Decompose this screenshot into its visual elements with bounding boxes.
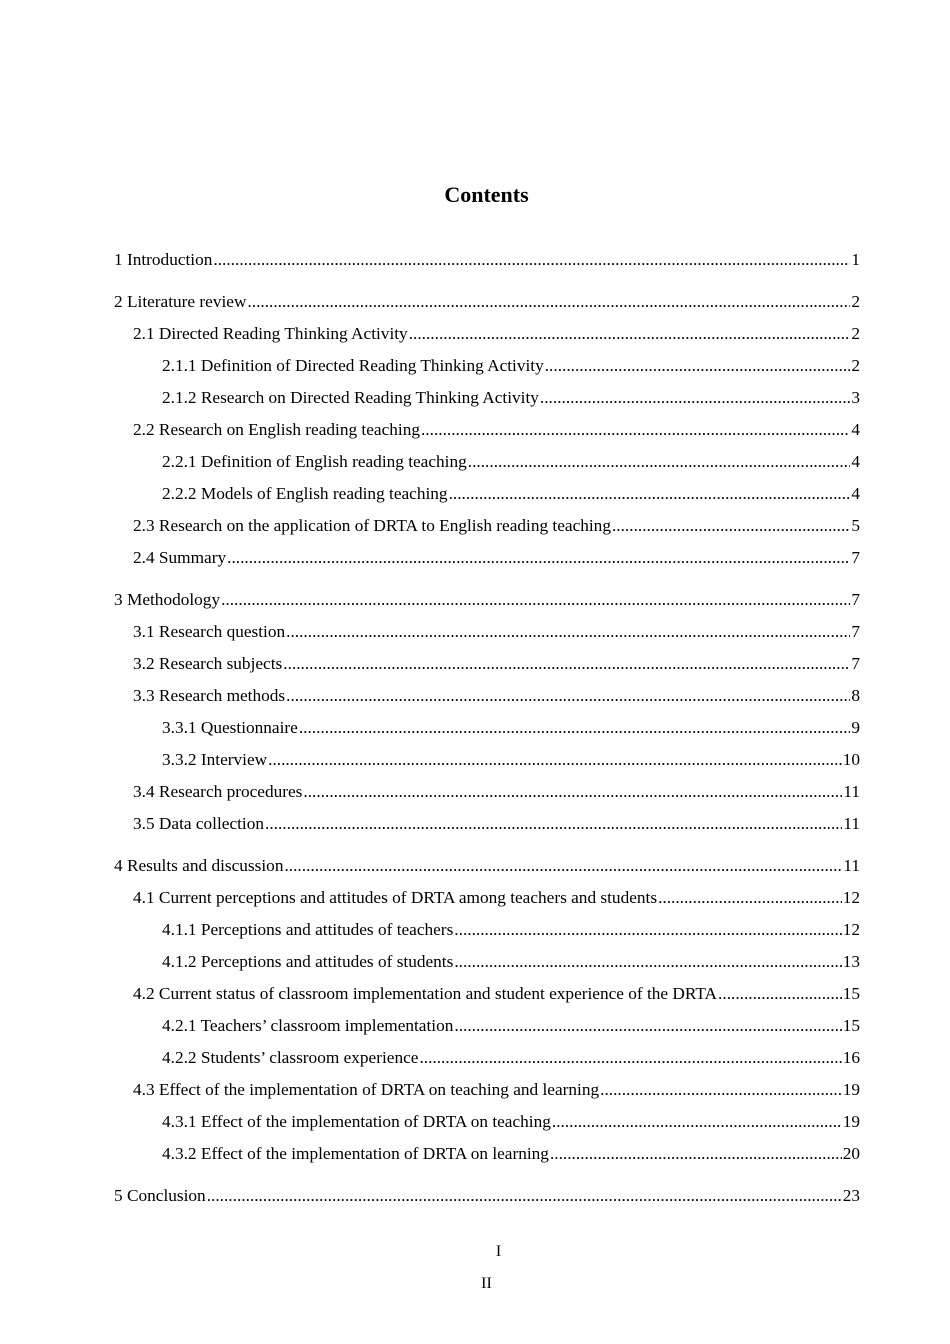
toc-dot-leader	[213, 244, 850, 276]
toc-entry-title: 2.1.2 Research on Directed Reading Thinking Activity	[162, 388, 539, 407]
toc-dot-leader	[658, 882, 842, 914]
page-number-roman-1: I	[495, 1243, 502, 1260]
page-number-roman-2: II	[481, 1275, 492, 1292]
toc-entry[interactable]	[114, 584, 860, 616]
toc-entry-page-number: 15	[842, 984, 860, 1003]
toc-dot-leader	[600, 1074, 842, 1106]
toc-entry-page-number: 20	[842, 1144, 860, 1163]
toc-entry-page-number: 12	[842, 920, 860, 939]
toc-entry-page-number: 7	[851, 590, 860, 609]
toc-dot-leader	[421, 414, 850, 446]
toc-entry-page-number: 4	[851, 452, 860, 471]
toc-entry-title: 4.2 Current status of classroom implementation and student experience of the DRTA	[133, 984, 718, 1003]
toc-dot-leader	[540, 382, 850, 414]
toc-entry[interactable]	[114, 978, 860, 1010]
toc-entry-page-number: 1	[851, 250, 860, 269]
toc-dot-leader	[207, 1180, 842, 1212]
toc-entry-title: 2.4 Summary	[133, 548, 227, 567]
toc-entry-page-number: 7	[851, 654, 860, 673]
toc-entry-title: 3.4 Research procedures	[133, 782, 303, 801]
toc-entry[interactable]	[114, 712, 860, 744]
toc-entry[interactable]	[114, 1010, 860, 1042]
toc-entry[interactable]	[114, 680, 860, 712]
toc-entry[interactable]	[114, 1042, 860, 1074]
toc-entry[interactable]	[114, 318, 860, 350]
toc-entry[interactable]	[114, 244, 860, 276]
toc-entry[interactable]	[114, 1138, 860, 1170]
toc-entry-page-number: 5	[851, 516, 860, 535]
toc-dot-leader	[550, 1138, 842, 1170]
toc-entry[interactable]	[114, 914, 860, 946]
toc-entry[interactable]	[114, 542, 860, 574]
toc-dot-leader	[299, 712, 851, 744]
toc-entry-page-number: 7	[851, 548, 860, 567]
toc-dot-leader	[221, 584, 850, 616]
toc-entry-title: 4.2.1 Teachers’ classroom implementation	[162, 1016, 454, 1035]
toc-dot-leader	[227, 542, 850, 574]
toc-entry-title: 2.1 Directed Reading Thinking Activity	[133, 324, 408, 343]
toc-entry-page-number: 11	[843, 856, 860, 875]
toc-entry[interactable]	[114, 446, 860, 478]
toc-dot-leader	[449, 478, 851, 510]
toc-entry-title: 2.1.1 Definition of Directed Reading Thinking Activity	[162, 356, 544, 375]
toc-dot-leader	[454, 914, 841, 946]
toc-dot-leader	[545, 350, 851, 382]
toc-dot-leader	[247, 286, 850, 318]
toc-entry-title: 3 Methodology	[114, 590, 221, 609]
toc-entry-title: 4.3 Effect of the implementation of DRTA on teaching and learning	[133, 1080, 600, 1099]
toc-entry-page-number: 4	[851, 420, 860, 439]
toc-entry-title: 4.2.2 Students’ classroom experience	[162, 1048, 419, 1067]
toc-entry-title: 2.2 Research on English reading teaching	[133, 420, 420, 439]
toc-entry[interactable]	[114, 648, 860, 680]
toc-entry-title: 2 Literature review	[114, 292, 247, 311]
toc-entry-page-number: 2	[851, 292, 860, 311]
toc-entry-page-number: 11	[843, 782, 860, 801]
toc-dot-leader	[283, 648, 850, 680]
toc-entry[interactable]	[114, 510, 860, 542]
toc-dot-leader	[718, 978, 842, 1010]
toc-entry[interactable]	[114, 946, 860, 978]
toc-entry[interactable]	[114, 478, 860, 510]
toc-entry[interactable]	[114, 286, 860, 318]
toc-entry-title: 2.2.1 Definition of English reading teaching	[162, 452, 467, 471]
toc-entry-page-number: 19	[842, 1112, 860, 1131]
toc-entry-page-number: 9	[851, 718, 860, 737]
toc-entry[interactable]	[114, 744, 860, 776]
toc-entry[interactable]	[114, 382, 860, 414]
toc-entry[interactable]	[114, 350, 860, 382]
toc-entry[interactable]	[114, 616, 860, 648]
toc-dot-leader	[468, 446, 851, 478]
toc-entry-title: 3.1 Research question	[133, 622, 286, 641]
toc-dot-leader	[286, 680, 850, 712]
toc-entry-title: 5 Conclusion	[114, 1186, 206, 1205]
toc-entry[interactable]	[114, 850, 860, 882]
toc-dot-leader	[552, 1106, 842, 1138]
toc-entry-title: 2.3 Research on the application of DRTA to English reading teaching	[133, 516, 611, 535]
toc-entry[interactable]	[114, 1074, 860, 1106]
toc-entry-page-number: 2	[851, 324, 860, 343]
toc-entry-title: 4.1 Current perceptions and attitudes of DRTA among teachers and students	[133, 888, 658, 907]
toc-entry-page-number: 7	[851, 622, 860, 641]
toc-dot-leader	[265, 808, 842, 840]
toc-entry[interactable]	[114, 1180, 860, 1212]
toc-entry-page-number: 12	[842, 888, 860, 907]
toc-entry[interactable]	[114, 808, 860, 840]
toc-entry[interactable]	[114, 776, 860, 808]
toc-entry-page-number: 16	[842, 1048, 860, 1067]
toc-entry-title: 2.2.2 Models of English reading teaching	[162, 484, 448, 503]
toc-entry-title: 4.3.2 Effect of the implementation of DRTA on learning	[162, 1144, 549, 1163]
toc-dot-leader	[454, 946, 841, 978]
toc-entry-page-number: 3	[851, 388, 860, 407]
toc-entry-page-number: 8	[851, 686, 860, 705]
toc-dot-leader	[284, 850, 842, 882]
toc-entry-title: 4.1.1 Perceptions and attitudes of teachers	[162, 920, 454, 939]
toc-entry-title: 1 Introduction	[114, 250, 213, 269]
toc-dot-leader	[612, 510, 850, 542]
toc-entry-page-number: 15	[842, 1016, 860, 1035]
toc-entry-page-number: 11	[843, 814, 860, 833]
toc-dot-leader	[303, 776, 842, 808]
toc-dot-leader	[419, 1042, 841, 1074]
toc-entry-title: 3.3 Research methods	[133, 686, 286, 705]
page-title: Contents	[444, 182, 529, 207]
toc-entry-page-number: 19	[842, 1080, 860, 1099]
toc-entry-title: 3.2 Research subjects	[133, 654, 283, 673]
toc-entry-title: 3.3.1 Questionnaire	[162, 718, 298, 737]
table-of-contents	[114, 244, 860, 1212]
toc-entry-title: 3.3.2 Interview	[162, 750, 268, 769]
toc-dot-leader	[409, 318, 851, 350]
toc-entry-page-number: 23	[842, 1186, 860, 1205]
toc-dot-leader	[454, 1010, 841, 1042]
toc-entry[interactable]	[114, 414, 860, 446]
toc-entry-title: 4 Results and discussion	[114, 856, 284, 875]
toc-entry-title: 4.3.1 Effect of the implementation of DRTA on teaching	[162, 1112, 551, 1131]
toc-entry-page-number: 2	[851, 356, 860, 375]
toc-entry-page-number: 13	[842, 952, 860, 971]
toc-entry-title: 4.1.2 Perceptions and attitudes of students	[162, 952, 454, 971]
toc-entry-page-number: 4	[851, 484, 860, 503]
toc-entry-page-number: 10	[842, 750, 860, 769]
toc-entry[interactable]	[114, 1106, 860, 1138]
toc-dot-leader	[268, 744, 842, 776]
toc-entry[interactable]	[114, 882, 860, 914]
toc-entry-title: 3.5 Data collection	[133, 814, 265, 833]
toc-dot-leader	[286, 616, 850, 648]
